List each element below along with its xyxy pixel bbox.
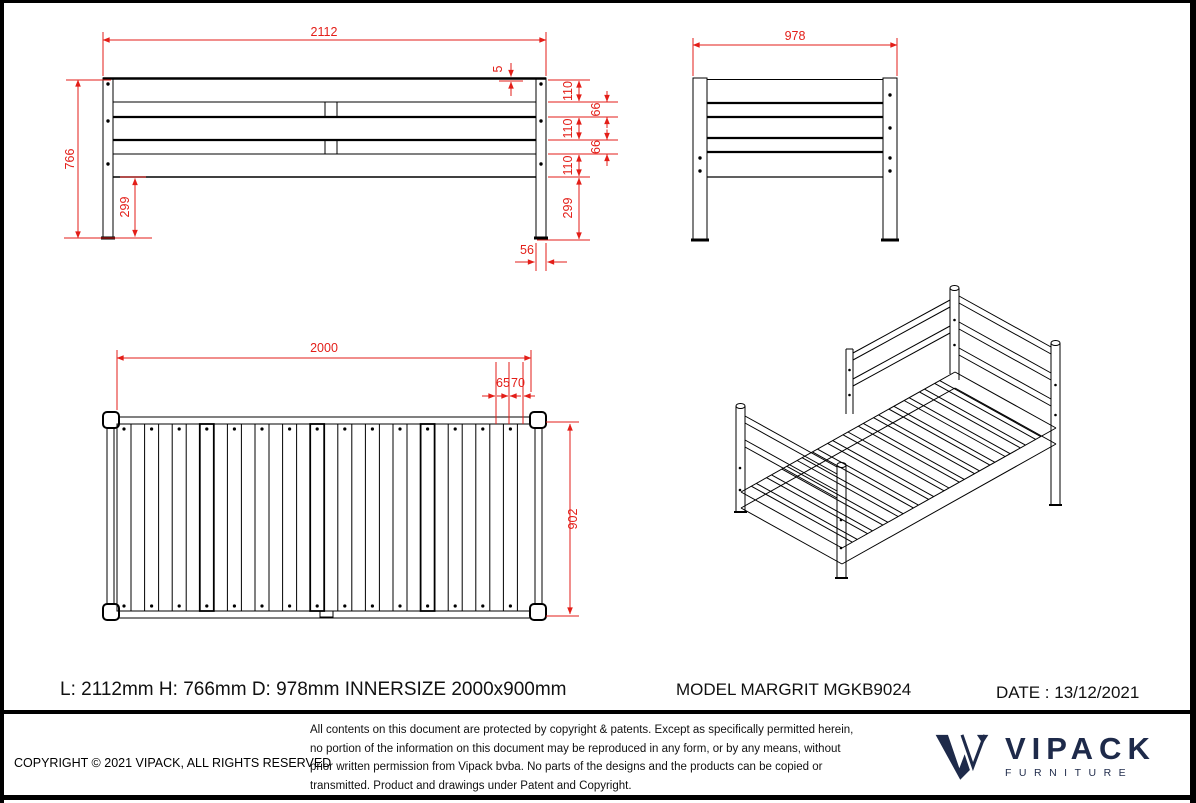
dim-top-slat-label: 70 (511, 376, 525, 390)
brand-subtitle: FURNITURE (1005, 767, 1134, 780)
dim-front-width-label: 2112 (310, 25, 338, 39)
dim-front-legwidth-label: 56 (520, 243, 534, 257)
vipack-logo-icon (933, 730, 991, 782)
dim-front-rail2-label: 110 (561, 118, 575, 139)
side-view-dimensions (693, 38, 897, 76)
dim-front-leg-left-label: 299 (118, 196, 132, 218)
page-border-top (0, 0, 1196, 3)
brand-logo (933, 730, 1156, 782)
model-name: MODEL MARGRIT MGKB9024 (676, 680, 912, 699)
front-view (101, 78, 548, 238)
date-label: DATE : 13/12/2021 (996, 683, 1140, 702)
dim-front-top-label: 5 (491, 65, 505, 73)
legal-line: prior written permission from Vipack bvba. No parts of the designs and the products can be copied or (310, 761, 823, 773)
top-view (103, 412, 546, 620)
dim-top-length-label: 2000 (310, 341, 338, 355)
page-border-bottom (0, 795, 1196, 800)
dim-top-gap-label: 65 (496, 376, 510, 390)
dim-front-gap2-label: 66 (589, 140, 603, 154)
legal-line: transmitted. Product and drawings under Patent and Copyright. (310, 779, 632, 792)
dimension-summary: L: 2112mm H: 766mm D: 978mm INNERSIZE 2000x900mm (60, 679, 567, 700)
footer-top-rule (0, 710, 1196, 714)
dim-top-inner-label: 902 (566, 508, 580, 530)
page-border-left (0, 0, 4, 803)
isometric-view (734, 286, 1062, 579)
dim-front-leg-right-label: 299 (561, 197, 575, 219)
dim-side-depth-label: 978 (784, 29, 806, 43)
legal-line: All contents on this document are protected by copyright & patents. Except as specifically permitted herein, (310, 724, 854, 736)
copyright-text: COPYRIGHT © 2021 VIPACK, ALL RIGHTS RESERVED (14, 756, 332, 770)
dim-front-height-label: 766 (63, 148, 77, 170)
legal-text (310, 721, 885, 795)
dim-front-rail3-label: 110 (561, 155, 575, 176)
legal-line: no portion of the information on this document may be reproduced in any form, or by any means, without (310, 742, 841, 755)
side-view (691, 78, 899, 240)
dim-front-gap1-label: 66 (589, 102, 603, 117)
front-view-dimensions (64, 32, 618, 271)
page-border-right (1190, 0, 1196, 803)
dim-front-rail1-label: 110 (561, 81, 575, 101)
brand-name: VIPACK (1005, 731, 1156, 767)
